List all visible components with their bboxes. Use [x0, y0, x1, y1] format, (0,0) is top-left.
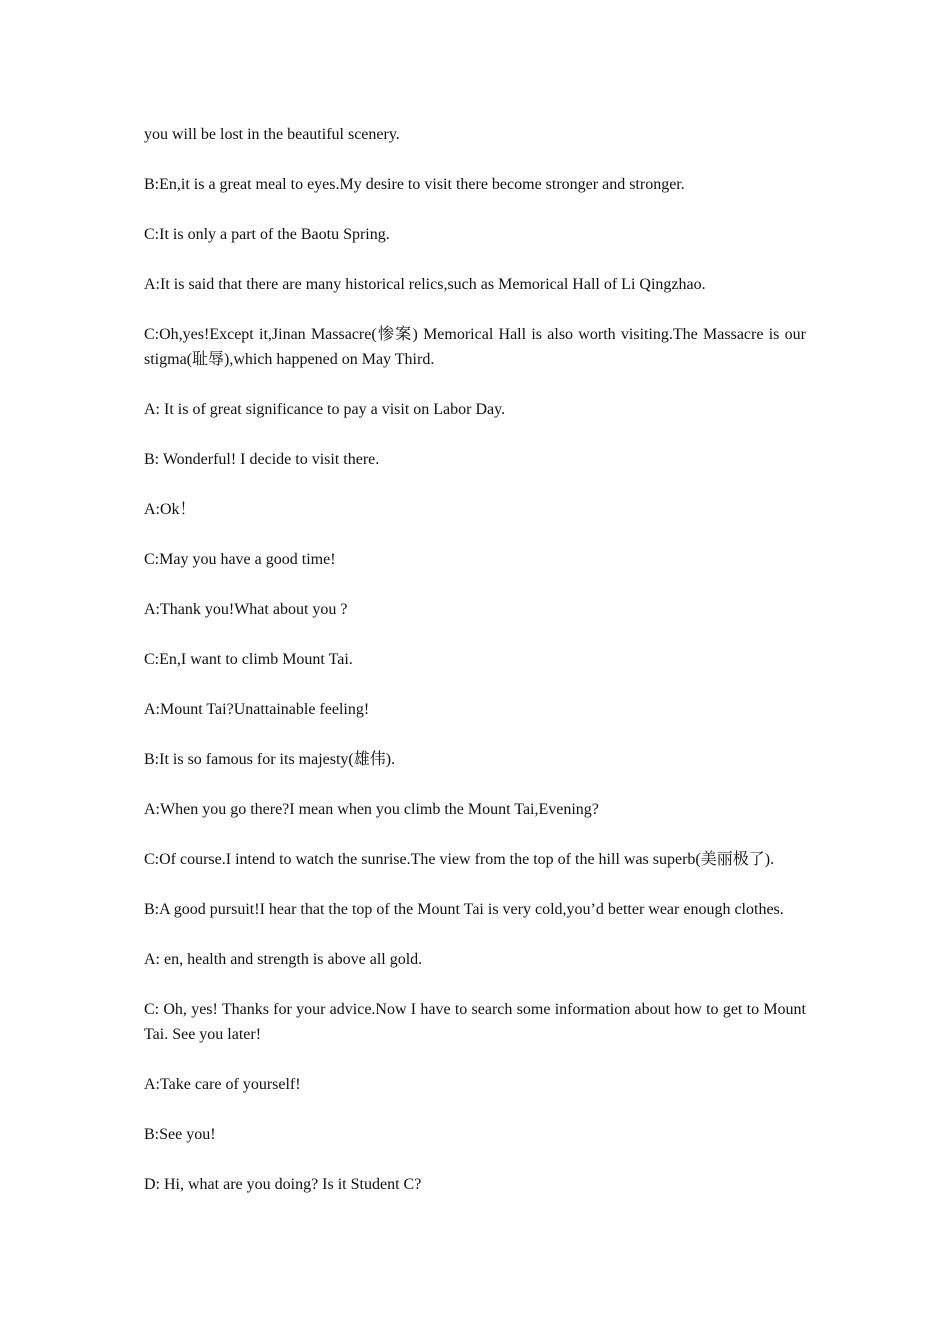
dialogue-line: C: Oh, yes! Thanks for your advice.Now I have to search some information about how to get to Mount Tai. See you later!: [144, 1001, 806, 1043]
dialogue-line: A:Take care of yourself!: [144, 1076, 301, 1093]
dialogue-line: C:En,I want to climb Mount Tai.: [144, 651, 353, 668]
dialogue-line: C:May you have a good time!: [144, 551, 336, 568]
dialogue-line: A:It is said that there are many historical relics,such as Memorical Hall of Li Qingzhao.: [144, 276, 706, 293]
dialogue-line: B:En,it is a great meal to eyes.My desire to visit there become stronger and stronger.: [144, 176, 685, 193]
dialogue-line: C:It is only a part of the Baotu Spring.: [144, 226, 390, 243]
dialogue-line: C:Oh,yes!Except it,Jinan Massacre(惨案) Memorical Hall is also worth visiting.The Massacre is our stigma(耻辱),which happened on May Third.: [144, 326, 806, 368]
dialogue-line: B:It is so famous for its majesty(雄伟).: [144, 751, 396, 768]
dialogue-line: B:A good pursuit!I hear that the top of the Mount Tai is very cold,you’d better wear enough clothes.: [144, 901, 784, 918]
dialogue-line: B:See you!: [144, 1126, 216, 1143]
dialogue-line: D: Hi, what are you doing? Is it Student C?: [144, 1176, 422, 1193]
dialogue-line: A: en, health and strength is above all gold.: [144, 951, 423, 968]
dialogue-line: A: It is of great significance to pay a visit on Labor Day.: [144, 401, 506, 418]
dialogue-line: A:Ok！: [144, 501, 196, 518]
dialogue-line: A:Mount Tai?Unattainable feeling!: [144, 701, 370, 718]
dialogue-line: A:Thank you!What about you ?: [144, 601, 348, 618]
dialogue-line: C:Of course.I intend to watch the sunrise.The view from the top of the hill was superb(美丽极了).: [144, 851, 775, 868]
document-page: [144, 122, 806, 1222]
dialogue-line: A:When you go there?I mean when you climb the Mount Tai,Evening?: [144, 801, 599, 818]
dialogue-line: you will be lost in the beautiful scenery.: [144, 126, 400, 143]
dialogue-line: B: Wonderful! I decide to visit there.: [144, 451, 380, 468]
